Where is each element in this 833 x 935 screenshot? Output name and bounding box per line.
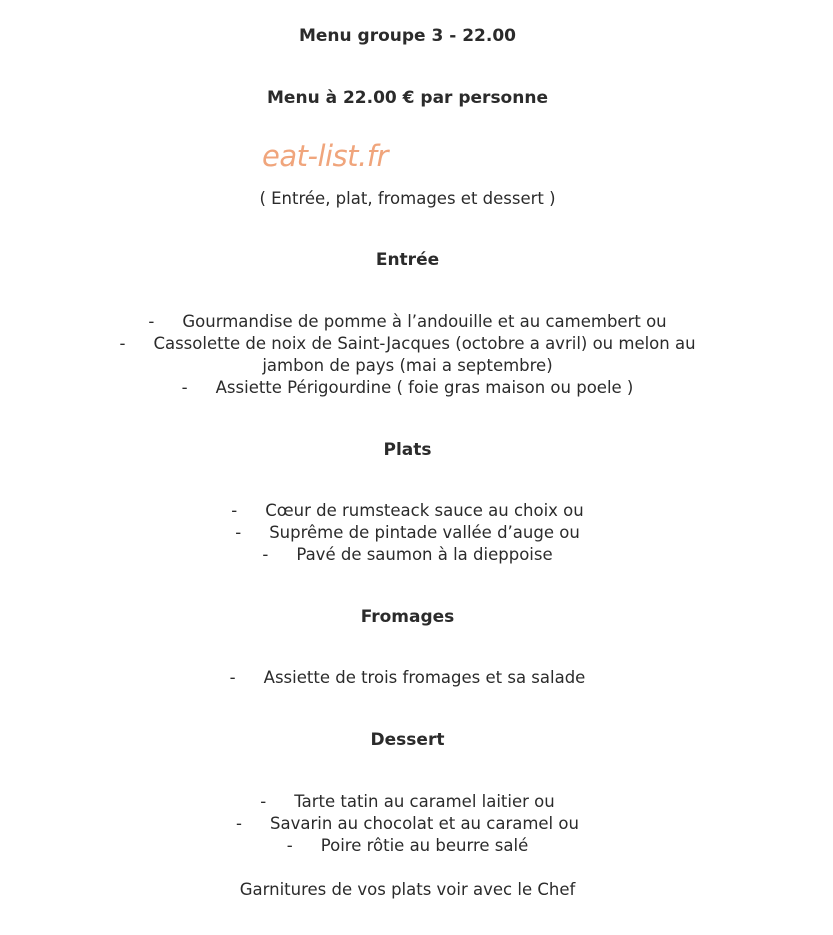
list-item xyxy=(0,544,815,566)
bullet-dash: - xyxy=(286,836,293,855)
list-item xyxy=(0,377,815,399)
section-title-entree: Entrée xyxy=(375,250,440,270)
menu-title: Menu groupe 3 - 22.00 xyxy=(298,26,516,46)
list-item-text: Gourmandise de pomme à l’andouille et au camembert ou xyxy=(182,312,667,331)
list-item xyxy=(0,667,815,689)
bullet-dash: - xyxy=(229,668,236,687)
courses-summary: ( Entrée, plat, fromages et dessert ) xyxy=(259,189,556,208)
section-title-plats: Plats xyxy=(383,440,432,460)
bullet-dash: - xyxy=(236,814,242,833)
bullet-dash: - xyxy=(148,312,155,331)
footer-note: Garnitures de vos plats voir avec le Chef xyxy=(239,880,576,899)
list-item-text: Cœur de rumsteack sauce au choix ou xyxy=(265,501,584,520)
list-item-text: Poire rôtie au beurre salé xyxy=(320,836,529,855)
list-item-text: Suprême de pintade vallée d’auge ou xyxy=(269,523,580,542)
list-item xyxy=(0,813,815,835)
list-item xyxy=(0,835,815,857)
bullet-dash: - xyxy=(235,523,242,542)
list-item-text: Pavé de saumon à la dieppoise xyxy=(296,545,553,564)
list-item-continuation: jambon de pays (mai a septembre) xyxy=(262,356,553,375)
list-item xyxy=(0,791,815,813)
bullet-dash: - xyxy=(260,792,267,811)
watermark-logo: eat-list.fr xyxy=(262,139,388,173)
list-item-text: Tarte tatin au caramel laitier ou xyxy=(294,792,555,811)
list-item-text: Cassolette de noix de Saint-Jacques (octobre a avril) ou melon au xyxy=(153,334,696,353)
list-item xyxy=(0,311,815,333)
list-item-text: Assiette de trois fromages et sa salade xyxy=(263,668,586,687)
bullet-dash: - xyxy=(262,545,269,564)
list-item xyxy=(0,500,815,522)
price-line: Menu à 22.00 € par personne xyxy=(267,88,548,108)
section-title-dessert: Dessert xyxy=(370,730,445,750)
bullet-dash: - xyxy=(119,334,126,353)
bullet-dash: - xyxy=(181,378,188,397)
bullet-dash: - xyxy=(231,501,238,520)
section-title-fromages: Fromages xyxy=(360,607,455,627)
list-item-text: Assiette Périgourdine ( foie gras maison ou poele ) xyxy=(215,378,634,397)
list-item xyxy=(0,333,815,355)
list-item-text: Savarin au chocolat et au caramel ou xyxy=(270,814,579,833)
list-item xyxy=(0,522,815,544)
